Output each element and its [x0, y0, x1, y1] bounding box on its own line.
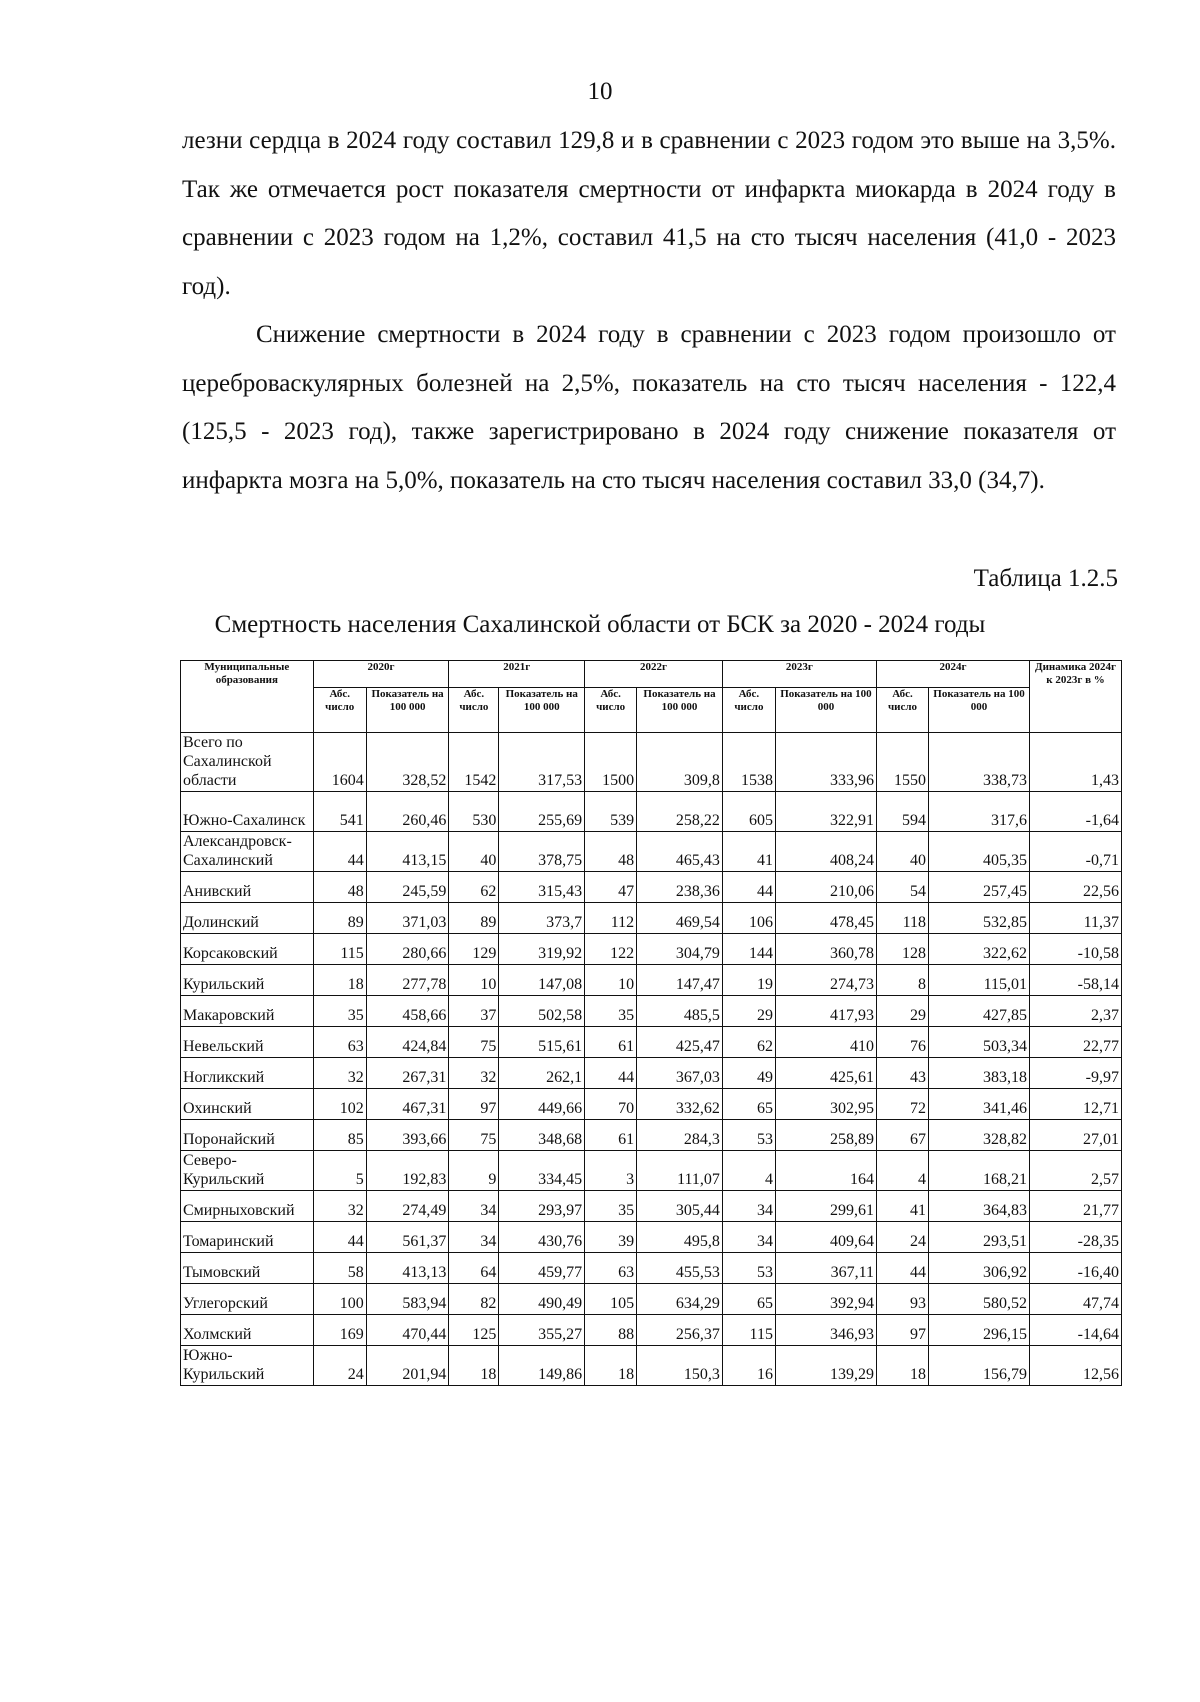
table-row	[181, 1284, 1122, 1315]
table-row	[181, 832, 1122, 872]
abs-number-cell: 24	[876, 1222, 928, 1253]
rate-cell: 111,07	[637, 1151, 723, 1191]
rate-cell: 367,03	[637, 1058, 723, 1089]
rate-cell: 192,83	[366, 1151, 449, 1191]
abs-number-cell: 16	[722, 1346, 775, 1386]
dynamics-cell: -58,14	[1030, 965, 1122, 996]
year-header: 2021г	[449, 661, 585, 688]
rate-cell: 455,53	[637, 1253, 723, 1284]
rate-cell: 338,73	[929, 733, 1030, 792]
rate-cell: 274,73	[775, 965, 876, 996]
abs-number-cell: 97	[876, 1315, 928, 1346]
abs-number-cell: 541	[313, 792, 366, 832]
dynamics-cell: 22,56	[1030, 872, 1122, 903]
abs-number-cell: 64	[449, 1253, 499, 1284]
municipality-name: Долинский	[181, 903, 314, 934]
rate-cell: 147,47	[637, 965, 723, 996]
abs-number-cell: 61	[585, 1027, 637, 1058]
municipality-name: Южно-Курильский	[181, 1346, 314, 1386]
abs-number-cell: 88	[585, 1315, 637, 1346]
dynamics-cell: -28,35	[1030, 1222, 1122, 1253]
table-number: Таблица 1.2.5	[973, 565, 1118, 592]
table-row	[181, 872, 1122, 903]
rate-cell: 561,37	[366, 1222, 449, 1253]
abs-number-cell: 61	[585, 1120, 637, 1151]
rate-cell: 467,31	[366, 1089, 449, 1120]
dynamics-cell: 21,77	[1030, 1191, 1122, 1222]
municipality-name: Всего по Сахалинской области	[181, 733, 314, 792]
abs-number-cell: 18	[585, 1346, 637, 1386]
municipality-name: Томаринский	[181, 1222, 314, 1253]
rate-cell: 210,06	[775, 872, 876, 903]
abs-number-cell: 44	[585, 1058, 637, 1089]
municipality-name: Тымовский	[181, 1253, 314, 1284]
dynamics-cell: 1,43	[1030, 733, 1122, 792]
rate-cell: 425,47	[637, 1027, 723, 1058]
abs-number-cell: 70	[585, 1089, 637, 1120]
dynamics-cell: 22,77	[1030, 1027, 1122, 1058]
rate-cell: 156,79	[929, 1346, 1030, 1386]
abs-number-cell: 10	[585, 965, 637, 996]
rate-cell: 378,75	[499, 832, 585, 872]
abs-number-cell: 76	[876, 1027, 928, 1058]
abs-number-cell: 35	[313, 996, 366, 1027]
abs-number-cell: 32	[313, 1058, 366, 1089]
rate-cell: 304,79	[637, 934, 723, 965]
rate-cell: 284,3	[637, 1120, 723, 1151]
rate-cell: 315,43	[499, 872, 585, 903]
abs-number-cell: 93	[876, 1284, 928, 1315]
rate-cell: 417,93	[775, 996, 876, 1027]
rate-cell: 317,53	[499, 733, 585, 792]
rate-cell: 333,96	[775, 733, 876, 792]
abs-number-cell: 539	[585, 792, 637, 832]
rate-cell: 328,82	[929, 1120, 1030, 1151]
rate-cell: 485,5	[637, 996, 723, 1027]
abs-number-cell: 47	[585, 872, 637, 903]
rate-cell: 319,92	[499, 934, 585, 965]
rate-cell: 355,27	[499, 1315, 585, 1346]
municipality-header: Муниципальные образования	[181, 661, 314, 733]
abs-number-header: Абс. число	[313, 688, 366, 733]
municipality-name: Курильский	[181, 965, 314, 996]
rate-header: Показатель на 100 000	[499, 688, 585, 733]
rate-cell: 139,29	[775, 1346, 876, 1386]
rate-cell: 258,89	[775, 1120, 876, 1151]
abs-number-cell: 85	[313, 1120, 366, 1151]
table-row	[181, 934, 1122, 965]
rate-cell: 328,52	[366, 733, 449, 792]
abs-number-cell: 43	[876, 1058, 928, 1089]
municipality-name: Северо-Курильский	[181, 1151, 314, 1191]
rate-cell: 469,54	[637, 903, 723, 934]
abs-number-header: Абс. число	[722, 688, 775, 733]
abs-number-cell: 605	[722, 792, 775, 832]
rate-cell: 262,1	[499, 1058, 585, 1089]
abs-number-cell: 41	[722, 832, 775, 872]
table-row	[181, 903, 1122, 934]
municipality-name: Ногликский	[181, 1058, 314, 1089]
abs-number-cell: 18	[876, 1346, 928, 1386]
abs-number-cell: 35	[585, 996, 637, 1027]
rate-cell: 459,77	[499, 1253, 585, 1284]
rate-cell: 410	[775, 1027, 876, 1058]
rate-cell: 502,58	[499, 996, 585, 1027]
abs-number-cell: 65	[722, 1089, 775, 1120]
abs-number-cell: 53	[722, 1253, 775, 1284]
abs-number-cell: 129	[449, 934, 499, 965]
abs-number-cell: 1550	[876, 733, 928, 792]
municipality-name: Южно-Сахалинск	[181, 792, 314, 832]
table-row	[181, 1191, 1122, 1222]
abs-number-cell: 106	[722, 903, 775, 934]
dynamics-cell: 12,56	[1030, 1346, 1122, 1386]
abs-number-cell: 75	[449, 1027, 499, 1058]
municipality-name: Холмский	[181, 1315, 314, 1346]
rate-cell: 371,03	[366, 903, 449, 934]
abs-number-cell: 53	[722, 1120, 775, 1151]
abs-number-cell: 115	[313, 934, 366, 965]
abs-number-cell: 4	[876, 1151, 928, 1191]
abs-number-cell: 48	[585, 832, 637, 872]
abs-number-cell: 128	[876, 934, 928, 965]
table-row	[181, 1089, 1122, 1120]
table-row	[181, 1222, 1122, 1253]
abs-number-cell: 18	[313, 965, 366, 996]
rate-cell: 532,85	[929, 903, 1030, 934]
table-row	[181, 1346, 1122, 1386]
rate-cell: 302,95	[775, 1089, 876, 1120]
rate-cell: 332,62	[637, 1089, 723, 1120]
rate-cell: 293,51	[929, 1222, 1030, 1253]
year-header: 2024г	[876, 661, 1029, 688]
page-number: 10	[587, 78, 613, 105]
abs-number-cell: 8	[876, 965, 928, 996]
abs-number-cell: 34	[449, 1222, 499, 1253]
abs-number-cell: 89	[449, 903, 499, 934]
municipality-name: Корсаковский	[181, 934, 314, 965]
abs-number-cell: 65	[722, 1284, 775, 1315]
abs-number-cell: 125	[449, 1315, 499, 1346]
abs-number-cell: 24	[313, 1346, 366, 1386]
abs-number-cell: 54	[876, 872, 928, 903]
abs-number-cell: 5	[313, 1151, 366, 1191]
table-row	[181, 1120, 1122, 1151]
rate-cell: 296,15	[929, 1315, 1030, 1346]
rate-cell: 267,31	[366, 1058, 449, 1089]
year-header: 2023г	[722, 661, 876, 688]
dynamics-cell: 27,01	[1030, 1120, 1122, 1151]
rate-cell: 309,8	[637, 733, 723, 792]
rate-cell: 367,11	[775, 1253, 876, 1284]
rate-cell: 583,94	[366, 1284, 449, 1315]
rate-cell: 383,18	[929, 1058, 1030, 1089]
abs-number-cell: 39	[585, 1222, 637, 1253]
rate-cell: 150,3	[637, 1346, 723, 1386]
abs-number-cell: 1538	[722, 733, 775, 792]
rate-cell: 258,22	[637, 792, 723, 832]
abs-number-cell: 112	[585, 903, 637, 934]
abs-number-cell: 144	[722, 934, 775, 965]
dynamics-cell: 2,57	[1030, 1151, 1122, 1191]
rate-cell: 256,37	[637, 1315, 723, 1346]
rate-cell: 427,85	[929, 996, 1030, 1027]
table-body	[181, 733, 1122, 1386]
abs-number-cell: 62	[722, 1027, 775, 1058]
abs-number-cell: 29	[722, 996, 775, 1027]
rate-cell: 373,7	[499, 903, 585, 934]
abs-number-header: Абс. число	[876, 688, 928, 733]
year-header: 2020г	[313, 661, 449, 688]
rate-cell: 393,66	[366, 1120, 449, 1151]
rate-cell: 255,69	[499, 792, 585, 832]
table-row	[181, 1027, 1122, 1058]
abs-number-cell: 10	[449, 965, 499, 996]
abs-number-cell: 44	[722, 872, 775, 903]
abs-number-cell: 44	[313, 832, 366, 872]
abs-number-header: Абс. число	[449, 688, 499, 733]
abs-number-cell: 44	[876, 1253, 928, 1284]
abs-number-header: Абс. число	[585, 688, 637, 733]
rate-cell: 364,83	[929, 1191, 1030, 1222]
abs-number-cell: 105	[585, 1284, 637, 1315]
rate-cell: 277,78	[366, 965, 449, 996]
abs-number-cell: 1542	[449, 733, 499, 792]
rate-cell: 458,66	[366, 996, 449, 1027]
dynamics-cell: -10,58	[1030, 934, 1122, 965]
abs-number-cell: 100	[313, 1284, 366, 1315]
municipality-name: Александровск-Сахалинский	[181, 832, 314, 872]
abs-number-cell: 49	[722, 1058, 775, 1089]
rate-cell: 348,68	[499, 1120, 585, 1151]
dynamics-cell: -14,64	[1030, 1315, 1122, 1346]
municipality-name: Невельский	[181, 1027, 314, 1058]
abs-number-cell: 1604	[313, 733, 366, 792]
abs-number-cell: 82	[449, 1284, 499, 1315]
dynamics-header: Динамика 2024г к 2023г в %	[1030, 661, 1122, 733]
rate-cell: 115,01	[929, 965, 1030, 996]
rate-cell: 238,36	[637, 872, 723, 903]
abs-number-cell: 1500	[585, 733, 637, 792]
abs-number-cell: 67	[876, 1120, 928, 1151]
municipality-name: Углегорский	[181, 1284, 314, 1315]
municipality-name: Поронайский	[181, 1120, 314, 1151]
abs-number-cell: 530	[449, 792, 499, 832]
abs-number-cell: 34	[449, 1191, 499, 1222]
rate-header: Показатель на 100 000	[366, 688, 449, 733]
year-header: 2022г	[585, 661, 723, 688]
table-row	[181, 733, 1122, 792]
rate-cell: 293,97	[499, 1191, 585, 1222]
table-header-row-years	[181, 661, 1122, 688]
abs-number-cell: 102	[313, 1089, 366, 1120]
table-row	[181, 965, 1122, 996]
rate-cell: 317,6	[929, 792, 1030, 832]
rate-cell: 164	[775, 1151, 876, 1191]
abs-number-cell: 118	[876, 903, 928, 934]
rate-cell: 449,66	[499, 1089, 585, 1120]
abs-number-cell: 63	[313, 1027, 366, 1058]
abs-number-cell: 63	[585, 1253, 637, 1284]
abs-number-cell: 62	[449, 872, 499, 903]
rate-cell: 260,46	[366, 792, 449, 832]
abs-number-cell: 40	[449, 832, 499, 872]
rate-cell: 201,94	[366, 1346, 449, 1386]
table-row	[181, 1151, 1122, 1191]
rate-cell: 147,08	[499, 965, 585, 996]
abs-number-cell: 34	[722, 1191, 775, 1222]
rate-cell: 430,76	[499, 1222, 585, 1253]
table-row	[181, 1058, 1122, 1089]
rate-cell: 322,91	[775, 792, 876, 832]
rate-cell: 503,34	[929, 1027, 1030, 1058]
rate-cell: 413,15	[366, 832, 449, 872]
rate-cell: 280,66	[366, 934, 449, 965]
municipality-name: Смирныховский	[181, 1191, 314, 1222]
dynamics-cell: 2,37	[1030, 996, 1122, 1027]
rate-cell: 322,62	[929, 934, 1030, 965]
abs-number-cell: 35	[585, 1191, 637, 1222]
rate-cell: 149,86	[499, 1346, 585, 1386]
table-row	[181, 792, 1122, 832]
abs-number-cell: 3	[585, 1151, 637, 1191]
rate-cell: 408,24	[775, 832, 876, 872]
rate-cell: 495,8	[637, 1222, 723, 1253]
abs-number-cell: 122	[585, 934, 637, 965]
table-row	[181, 996, 1122, 1027]
abs-number-cell: 40	[876, 832, 928, 872]
rate-cell: 299,61	[775, 1191, 876, 1222]
table-row	[181, 1253, 1122, 1284]
table-title: Смертность населения Сахалинской области от БСК за 2020 - 2024 годы	[214, 611, 986, 638]
abs-number-cell: 9	[449, 1151, 499, 1191]
rate-cell: 334,45	[499, 1151, 585, 1191]
municipality-name: Анивский	[181, 872, 314, 903]
abs-number-cell: 44	[313, 1222, 366, 1253]
abs-number-cell: 48	[313, 872, 366, 903]
dynamics-cell: 11,37	[1030, 903, 1122, 934]
rate-cell: 478,45	[775, 903, 876, 934]
abs-number-cell: 41	[876, 1191, 928, 1222]
rate-cell: 425,61	[775, 1058, 876, 1089]
rate-cell: 409,64	[775, 1222, 876, 1253]
municipality-name: Охинский	[181, 1089, 314, 1120]
paragraph-1: лезни сердца в 2024 году составил 129,8 и в сравнении с 2023 годом это выше на 3,5%. Так же отмечается рост показателя смертности от инфаркта миокарда в 2024 году в сравнении с 2023 годом на 1,2%, составил 41,5 на сто тысяч населения (41,0 - 2023 год).	[182, 127, 1116, 300]
rate-header: Показатель на 100 000	[929, 688, 1030, 733]
abs-number-cell: 594	[876, 792, 928, 832]
dynamics-cell: -16,40	[1030, 1253, 1122, 1284]
rate-cell: 405,35	[929, 832, 1030, 872]
table-row	[181, 1315, 1122, 1346]
rate-cell: 257,45	[929, 872, 1030, 903]
rate-cell: 515,61	[499, 1027, 585, 1058]
abs-number-cell: 58	[313, 1253, 366, 1284]
rate-cell: 305,44	[637, 1191, 723, 1222]
abs-number-cell: 34	[722, 1222, 775, 1253]
rate-cell: 424,84	[366, 1027, 449, 1058]
rate-cell: 634,29	[637, 1284, 723, 1315]
dynamics-cell: -9,97	[1030, 1058, 1122, 1089]
rate-header: Показатель на 100 000	[637, 688, 723, 733]
abs-number-cell: 72	[876, 1089, 928, 1120]
dynamics-cell: 47,74	[1030, 1284, 1122, 1315]
mortality-table	[180, 660, 1122, 1386]
abs-number-cell: 4	[722, 1151, 775, 1191]
abs-number-cell: 37	[449, 996, 499, 1027]
rate-cell: 470,44	[366, 1315, 449, 1346]
abs-number-cell: 32	[313, 1191, 366, 1222]
abs-number-cell: 97	[449, 1089, 499, 1120]
abs-number-cell: 19	[722, 965, 775, 996]
rate-cell: 341,46	[929, 1089, 1030, 1120]
abs-number-cell: 89	[313, 903, 366, 934]
abs-number-cell: 169	[313, 1315, 366, 1346]
rate-cell: 274,49	[366, 1191, 449, 1222]
dynamics-cell: -1,64	[1030, 792, 1122, 832]
rate-cell: 392,94	[775, 1284, 876, 1315]
abs-number-cell: 115	[722, 1315, 775, 1346]
rate-header: Показатель на 100 000	[775, 688, 876, 733]
rate-cell: 360,78	[775, 934, 876, 965]
rate-cell: 490,49	[499, 1284, 585, 1315]
rate-cell: 306,92	[929, 1253, 1030, 1284]
rate-cell: 168,21	[929, 1151, 1030, 1191]
rate-cell: 413,13	[366, 1253, 449, 1284]
abs-number-cell: 32	[449, 1058, 499, 1089]
table-header-row-sub	[181, 688, 1122, 733]
rate-cell: 346,93	[775, 1315, 876, 1346]
abs-number-cell: 29	[876, 996, 928, 1027]
abs-number-cell: 18	[449, 1346, 499, 1386]
dynamics-cell: 12,71	[1030, 1089, 1122, 1120]
municipality-name: Макаровский	[181, 996, 314, 1027]
dynamics-cell: -0,71	[1030, 832, 1122, 872]
abs-number-cell: 75	[449, 1120, 499, 1151]
rate-cell: 465,43	[637, 832, 723, 872]
rate-cell: 245,59	[366, 872, 449, 903]
rate-cell: 580,52	[929, 1284, 1030, 1315]
paragraph-2: Снижение смертности в 2024 году в сравнении с 2023 годом произошло от цереброваскулярных болезней на 2,5%, показатель на сто тысяч населения - 122,4 (125,5 - 2023 год), также зарегистрировано в 2024 году снижение показателя от инфаркта мозга на 5,0%, показатель на сто тысяч населения составил 33,0 (34,7).	[182, 321, 1116, 494]
